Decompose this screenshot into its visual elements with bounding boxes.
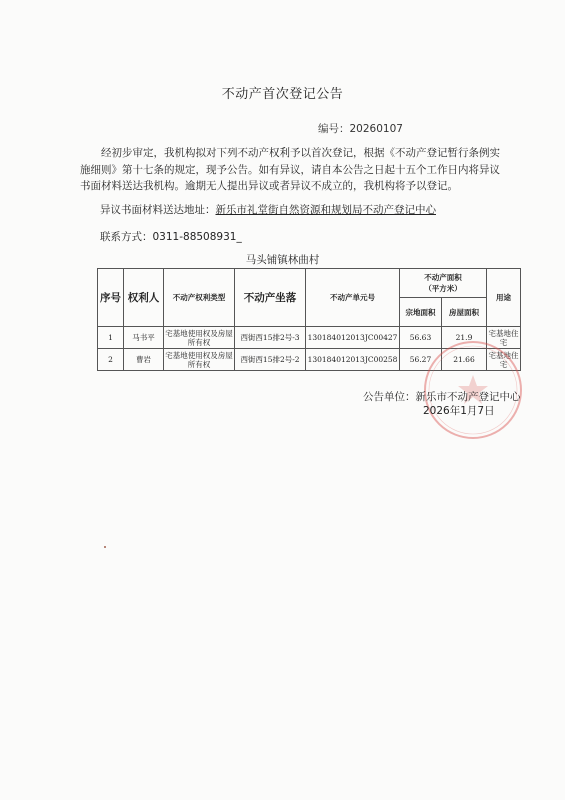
registration-table: [97, 268, 521, 371]
header-unit-no: 不动产单元号: [306, 269, 400, 327]
cell-house-area: 21.9: [442, 327, 487, 349]
cell-seq: 1: [98, 327, 124, 349]
header-holder: 权利人: [124, 269, 164, 327]
objection-address: [100, 202, 436, 217]
header-right-type: 不动产权利类型: [164, 269, 235, 327]
objection-address-label: 异议书面材料送达地址：: [100, 204, 216, 216]
cell-land-area: 56.27: [400, 349, 442, 371]
cell-unit-no: 130184012013JC00427: [306, 327, 400, 349]
village-name: 马头铺镇林曲村: [245, 254, 320, 266]
header-area-unit: （平方米）: [424, 284, 462, 293]
header-house-area: 房屋面积: [442, 298, 487, 327]
notice-title: 不动产首次登记公告: [221, 87, 344, 102]
header-location: 不动产坐落: [235, 269, 306, 327]
cell-location: 西街西15排2号-2: [235, 349, 306, 371]
header-seq: 序号: [98, 269, 124, 327]
cell-usage: 宅基地住宅: [488, 350, 519, 369]
header-area-title: 不动产面积: [424, 273, 462, 282]
issue-date: 2026年1月7日: [423, 405, 495, 417]
header-land-area: 宗地面积: [400, 298, 442, 327]
table-row: [98, 327, 521, 349]
table-row: [98, 349, 521, 371]
cell-seq: 2: [98, 349, 124, 371]
cell-location: 西街西15排2号-3: [235, 327, 306, 349]
objection-address-value: 新乐市礼堂街自然资源和规划局不动产登记中心: [215, 204, 436, 216]
header-area-group: [400, 269, 487, 298]
cell-right-type: 宅基地使用权及房屋所有权: [165, 350, 233, 369]
notice-body: 经初步审定，我机构拟对下列不动产权利予以首次登记，根据《不动产登记暂行条例实施细则》第十七条的规定，现予公告。如有异议，请自本公告之日起十五个工作日内将异议书面材料送达我机构。逾期无人提出异议或者异议不成立的，我机构将予以登记。: [80, 147, 500, 192]
issuing-unit: 公告单位：新乐市不动产登记中心: [363, 391, 521, 403]
cell-right-type: 宅基地使用权及房屋所有权: [165, 328, 233, 347]
cell-unit-no: 130184012013JC00258: [306, 349, 400, 371]
header-usage: 用途: [487, 269, 521, 327]
cell-holder: 曹岩: [124, 349, 164, 371]
cell-holder: 马书平: [124, 327, 164, 349]
cell-land-area: 56.63: [400, 327, 442, 349]
cell-usage: 宅基地住宅: [488, 328, 519, 347]
paper-speck: [104, 546, 106, 548]
contact-info: 联系方式：0311-88508931_: [100, 231, 242, 243]
notice-serial: 编号：20260107: [318, 123, 403, 135]
cell-house-area: 21.66: [442, 349, 487, 371]
